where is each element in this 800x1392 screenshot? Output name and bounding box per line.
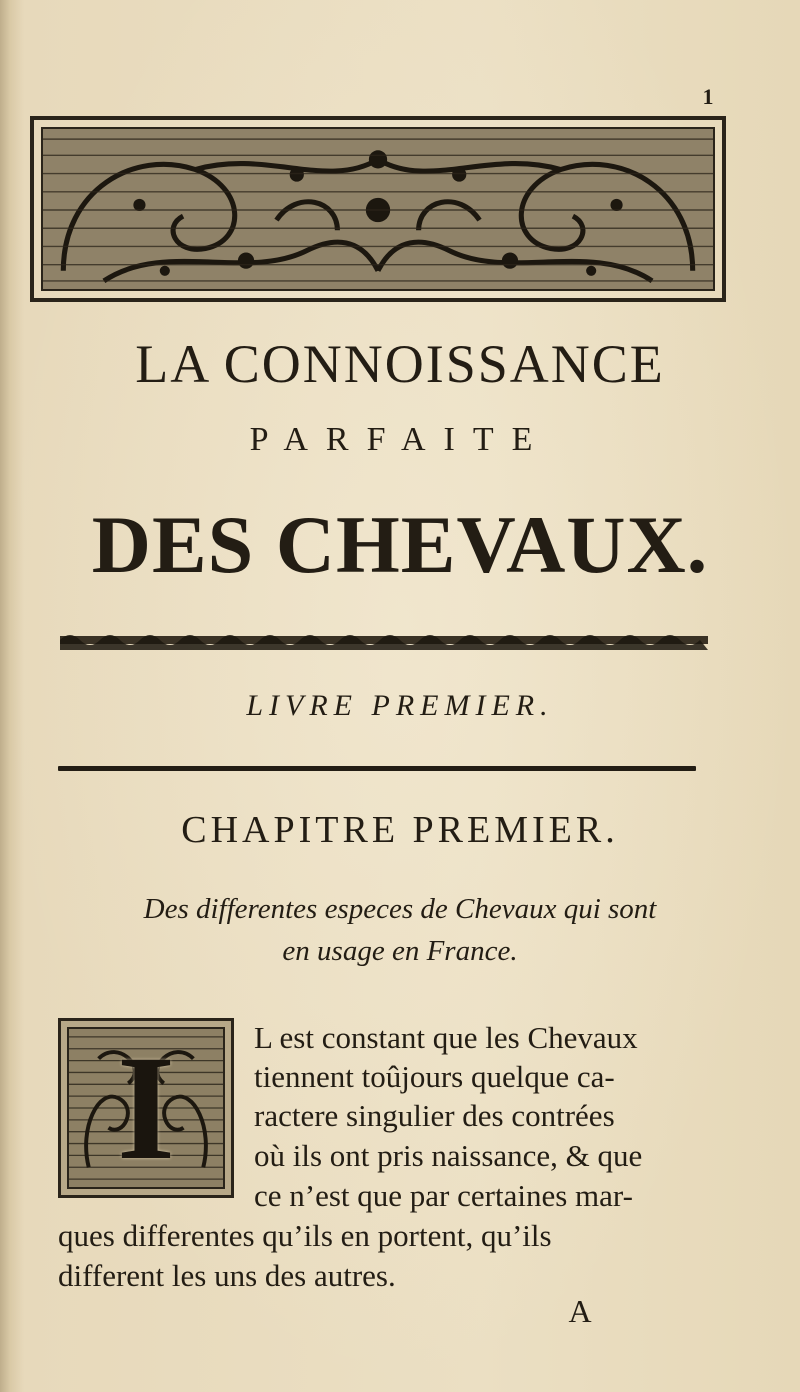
body-line-4: où ils ont pris naissance, & que [254,1138,643,1173]
body-line-7: different les uns des autres. [58,1258,396,1293]
chapter-title: CHAPITRE PREMIER. [181,809,619,851]
title-line-1: LA CONNOISSANCE [135,334,665,394]
chapter-subtitle-line-1: Des differentes especes de Chevaux qui sont [143,893,657,925]
title-line-3: DES CHEVAUX. [91,499,709,590]
page-number: 1 [702,84,714,109]
decorated-initial [58,1018,234,1198]
headpiece-foliage-ornament [43,129,713,289]
body-line-2: tiennent toûjours quelque ca- [254,1059,615,1094]
body-line-5: ce n’est que par certaines mar- [254,1178,633,1213]
horizontal-rule [58,766,696,771]
body-line-6: ques differentes qu’ils en portent, qu’ils [58,1218,552,1253]
fleuron-divider [60,630,708,650]
body-line-3: ractere singulier des contrées [254,1098,615,1133]
signature-mark: A [568,1293,592,1329]
chapter-subtitle-line-2: en usage en France. [282,935,518,967]
drop-cap-letter: I [116,1027,176,1189]
chapter-subtitle [40,888,760,972]
book-heading: LIVRE PREMIER. [246,689,554,722]
title-line-2: PARFAITE [249,421,551,458]
body-line-1: L est constant que les Chevaux [254,1020,638,1055]
ornamental-headpiece [30,116,726,302]
